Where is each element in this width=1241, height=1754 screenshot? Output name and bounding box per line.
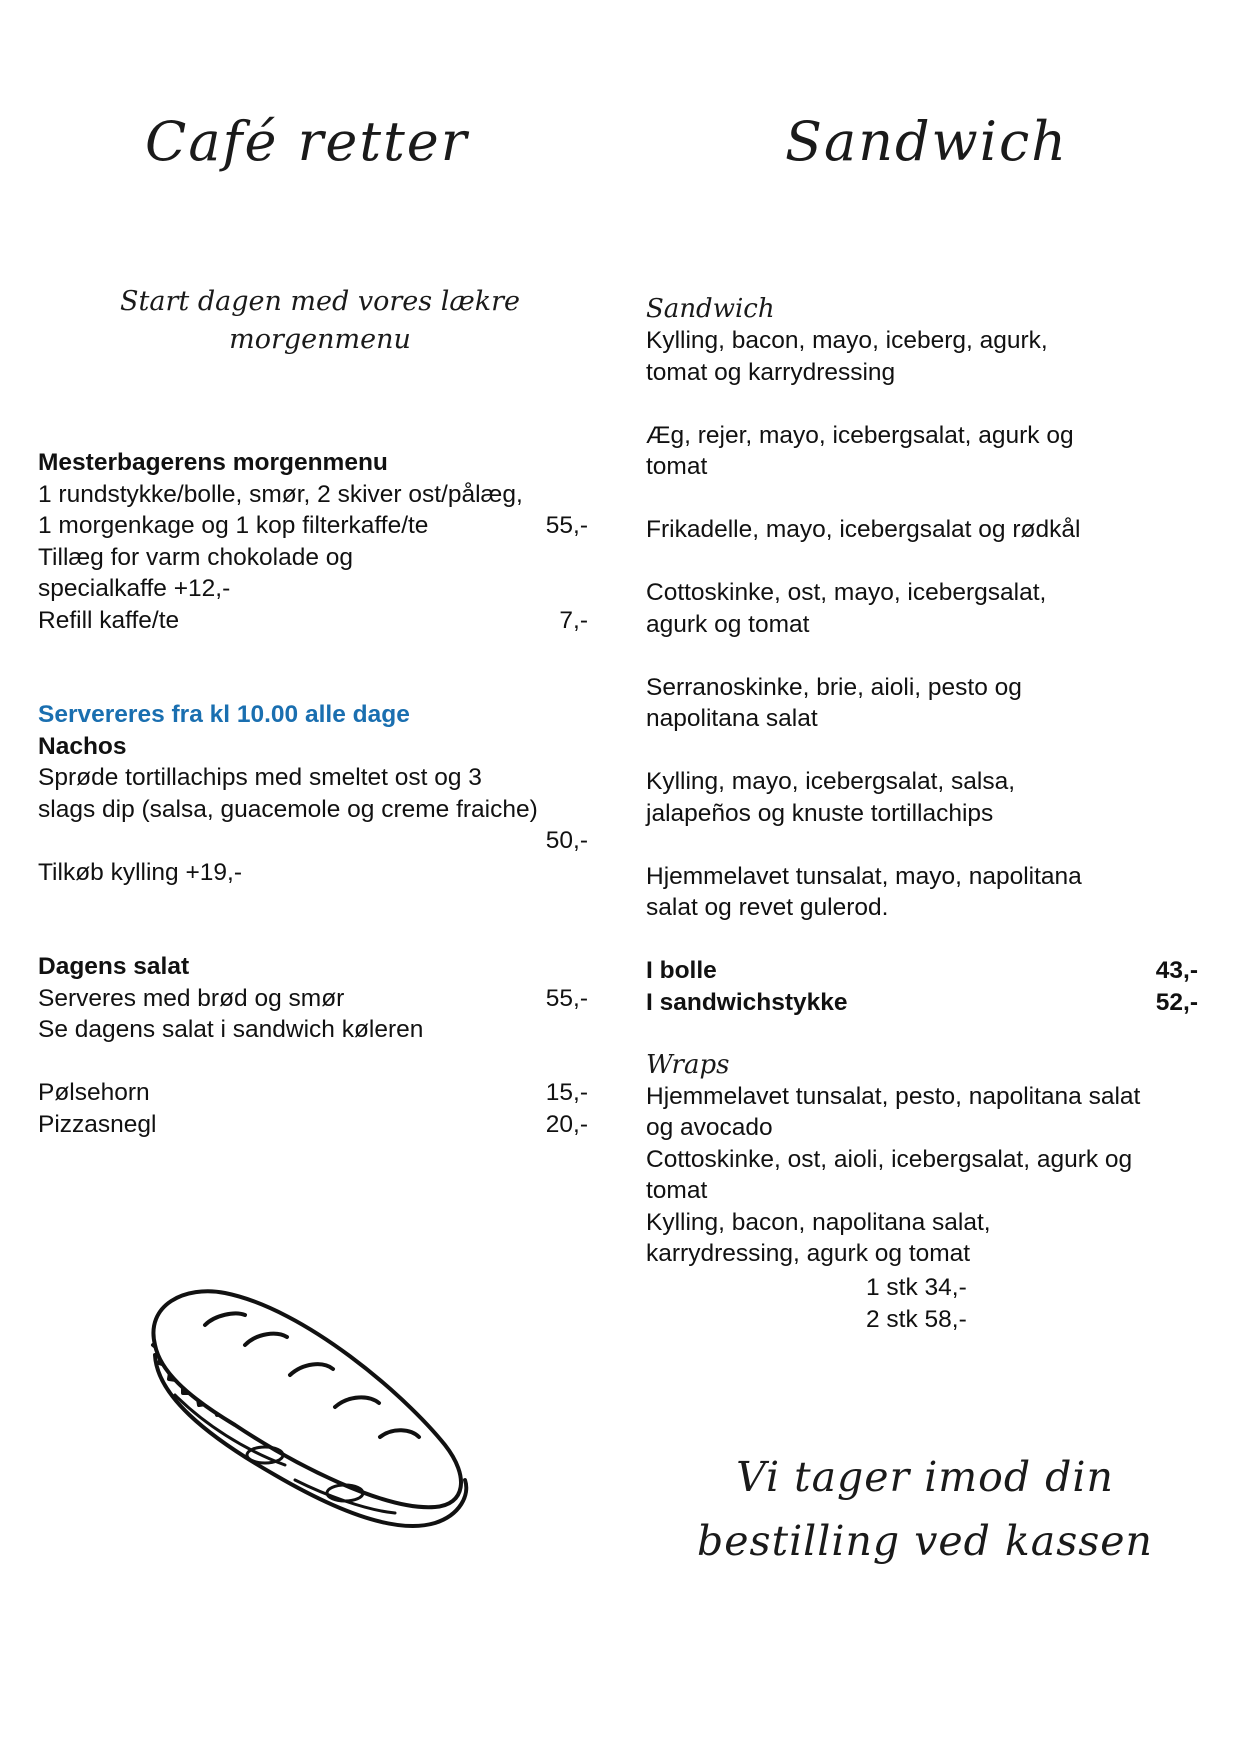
cafe-title: Café retter (145, 110, 469, 173)
sandwich-line: Serranoskinke, brie, aioli, pesto og (646, 673, 1022, 701)
item-line (38, 1077, 588, 1109)
wrap-line: Hjemmelavet tunsalat, pesto, napolitana salat (646, 1082, 1141, 1110)
sandwich-line: Hjemmelavet tunsalat, mayo, napolitana (646, 862, 1082, 890)
closing-message (640, 1445, 1210, 1573)
salad-text: Serveres med brød og smør (38, 984, 345, 1012)
tagline-line: morgenmenu (229, 324, 411, 355)
sandwich-line: jalapeños og knuste tortillachips (646, 799, 994, 827)
refill-text: Refill kaffe/te (38, 606, 180, 634)
breakfast-line: Tillæg for varm chokolade og (38, 543, 354, 571)
nachos-price: 50,- (545, 827, 588, 854)
item-line (38, 1109, 588, 1141)
price-label: I bolle (646, 957, 717, 984)
price-line (646, 987, 1198, 1019)
nachos-line: slags dip (salsa, guacemole og creme fraiche) (38, 795, 538, 823)
tagline (40, 283, 600, 359)
sandwich-heading: Sandwich (646, 294, 775, 324)
wrap-line: og avocado (646, 1114, 773, 1141)
nachos-heading: Nachos (38, 732, 127, 760)
nachos-line: Sprøde tortillachips med smeltet ost og 3 (38, 764, 482, 791)
breakfast-line: 1 rundstykke/bolle, smør, 2 skiver ost/pålæg, (38, 480, 523, 508)
wrap-line: Cottoskinke, ost, aioli, icebergsalat, agurk og (646, 1145, 1133, 1173)
breakfast-line (38, 510, 588, 542)
left-menu-column (38, 447, 588, 1140)
sandwich-line: Kylling, mayo, icebergsalat, salsa, (646, 768, 1016, 795)
breakfast-line-text: 1 morgenkage og 1 kop filterkaffe/te (38, 512, 429, 539)
price-label: I sandwichstykke (646, 988, 848, 1016)
price-value: 43,- (1155, 957, 1198, 984)
sandwich-title: Sandwich (785, 110, 1069, 173)
wrap-line: karrydressing, agurk og tomat (646, 1240, 971, 1267)
wrap-line: tomat (646, 1177, 708, 1204)
salad-line: Se dagens salat i sandwich køleren (38, 1016, 424, 1043)
nachos-addon: Tilkøb kylling +19,- (38, 858, 243, 886)
sandwich-line: napolitana salat (646, 705, 818, 732)
wrap-line: Kylling, bacon, napolitana salat, (646, 1208, 991, 1236)
sandwich-line: tomat og karrydressing (646, 358, 896, 386)
nachos-serving-time: Servereres fra kl 10.00 alle dage (38, 701, 410, 728)
nachos-price-line (38, 825, 588, 857)
sandwich-line: Frikadelle, mayo, icebergsalat og rødkål (646, 516, 1081, 543)
closing-line: bestilling ved kassen (697, 1517, 1153, 1565)
right-menu-column (646, 294, 1198, 1270)
refill-line (38, 605, 588, 637)
sandwich-line: salat og revet gulerod. (646, 894, 889, 921)
salad-price: 55,- (545, 984, 588, 1012)
wrap-prices (866, 1272, 967, 1335)
sandwich-line: Æg, rejer, mayo, icebergsalat, agurk og (646, 421, 1074, 449)
sandwich-icon (145, 1285, 495, 1545)
wrap-price: 1 stk 34,- (866, 1274, 967, 1301)
sandwich-line: tomat (646, 453, 708, 480)
sandwich-line: agurk og tomat (646, 610, 810, 638)
price-line (646, 955, 1198, 987)
sandwich-line: Cottoskinke, ost, mayo, icebergsalat, (646, 579, 1047, 606)
salad-line (38, 983, 588, 1015)
breakfast-line: specialkaffe +12,- (38, 575, 231, 602)
breakfast-heading: Mesterbagerens morgenmenu (38, 449, 388, 476)
wrap-price: 2 stk 58,- (866, 1305, 967, 1333)
item-name: Pizzasnegl (38, 1110, 157, 1138)
refill-price: 7,- (559, 606, 588, 634)
item-name: Pølsehorn (38, 1079, 150, 1106)
item-price: 20,- (545, 1110, 588, 1138)
item-price: 15,- (545, 1079, 588, 1106)
tagline-line: Start dagen med vores lækre (120, 286, 520, 317)
wraps-heading: Wraps (646, 1049, 730, 1080)
closing-line: Vi tager imod din (736, 1453, 1114, 1501)
breakfast-price: 55,- (545, 512, 588, 539)
price-value: 52,- (1155, 988, 1198, 1016)
sandwich-line: Kylling, bacon, mayo, iceberg, agurk, (646, 327, 1048, 354)
salad-heading: Dagens salat (38, 953, 190, 980)
